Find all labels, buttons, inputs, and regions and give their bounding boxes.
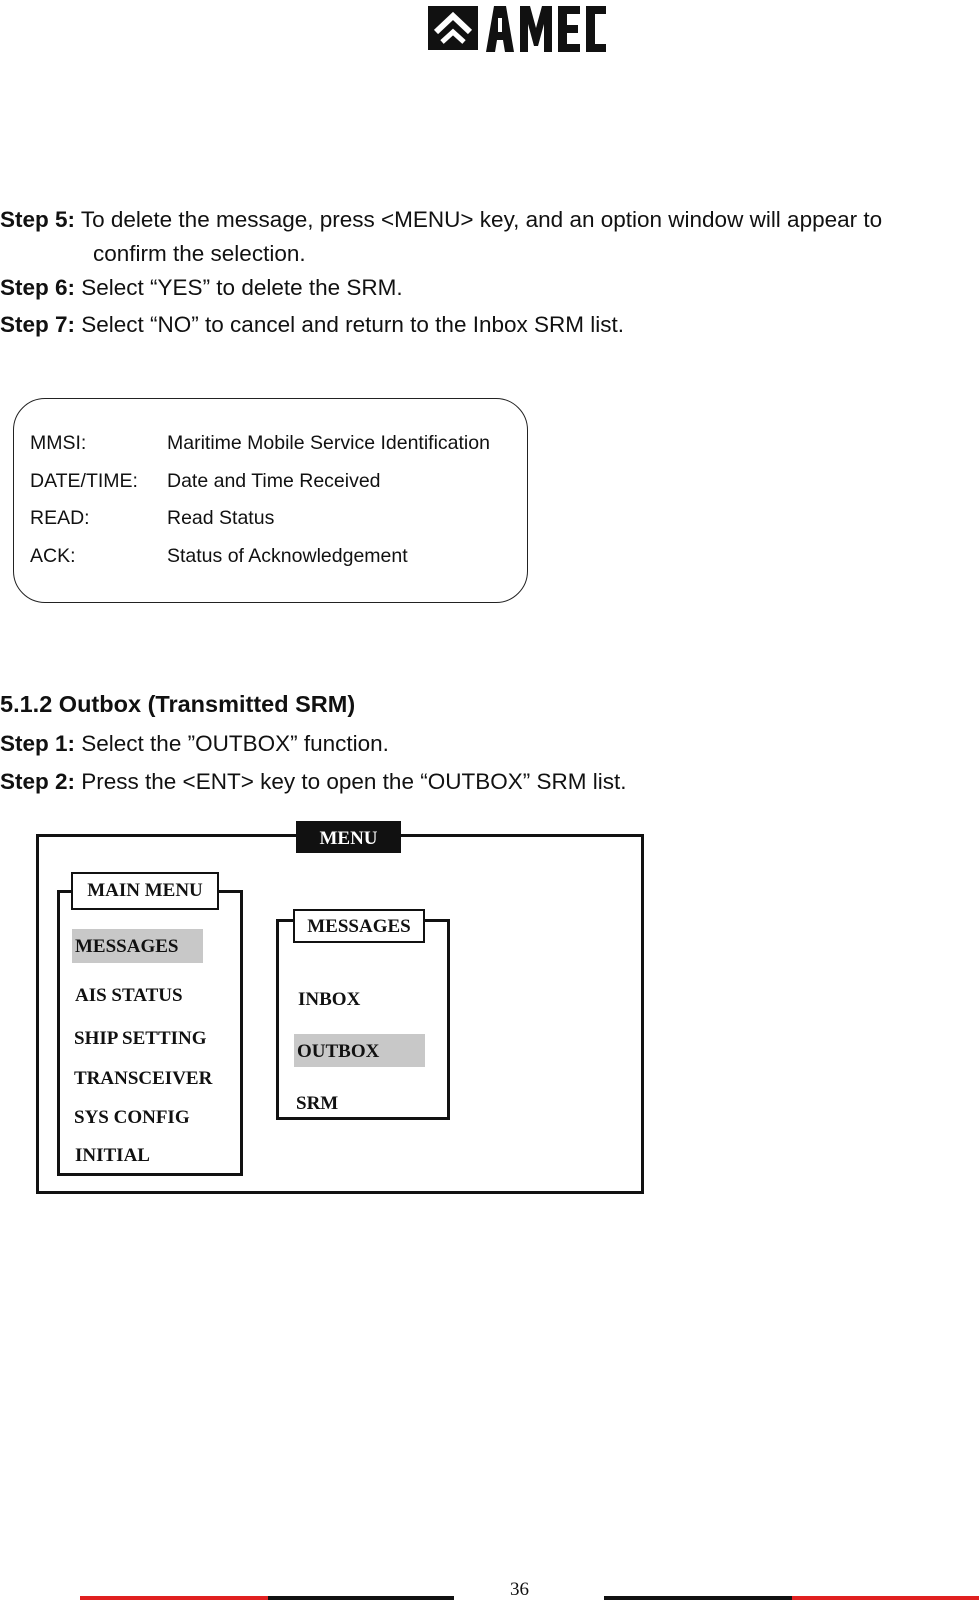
- amec-logo-icon: [428, 2, 618, 54]
- main-menu-item-sys-config: SYS CONFIG: [74, 1107, 190, 1128]
- main-menu-item-messages: MESSAGES: [72, 929, 203, 963]
- main-menu-item-ship-setting: SHIP SETTING: [74, 1028, 207, 1049]
- submenu-item-outbox: OUTBOX: [294, 1034, 425, 1067]
- step-5: [0, 206, 882, 234]
- section-heading: 5.1.2 Outbox (Transmitted SRM): [0, 691, 356, 717]
- submenu-item-inbox: INBOX: [298, 989, 361, 1010]
- definition-box: [13, 398, 528, 603]
- messages-submenu-title: MESSAGES: [293, 909, 425, 943]
- definition-term: MMSI:: [30, 432, 87, 454]
- step-text: To delete the message, press <MENU> key, and an option window will appear to: [75, 207, 883, 232]
- step-label: Step 5:: [0, 207, 76, 232]
- step-2: [0, 768, 626, 796]
- menu-tab: MENU: [296, 821, 401, 853]
- definition-term: READ:: [30, 507, 90, 529]
- footer-rule-red-left: [80, 1596, 268, 1600]
- step-6: [0, 274, 403, 302]
- definition-term: ACK:: [30, 545, 76, 567]
- step-7: [0, 311, 624, 339]
- step-1: [0, 730, 389, 758]
- step-label: Step 1:: [0, 731, 76, 756]
- definition-desc: Maritime Mobile Service Identification: [167, 432, 490, 454]
- main-menu-item-initial: INITIAL: [75, 1145, 150, 1166]
- definition-term: DATE/TIME:: [30, 470, 138, 492]
- main-menu-item-transceiver: TRANSCEIVER: [74, 1068, 213, 1089]
- main-menu-title: MAIN MENU: [71, 872, 219, 910]
- footer-rule-black-right: [604, 1596, 792, 1600]
- step-label: Step 2:: [0, 769, 76, 794]
- definition-desc: Date and Time Received: [167, 470, 381, 492]
- definition-desc: Status of Acknowledgement: [167, 545, 408, 567]
- submenu-item-srm: SRM: [296, 1093, 339, 1114]
- step-label: Step 6:: [0, 275, 76, 300]
- step-5-continuation: confirm the selection.: [93, 241, 306, 266]
- footer-rule-red-right: [792, 1596, 979, 1600]
- step-text: Select the ”OUTBOX” function.: [75, 731, 389, 756]
- step-text: Select “YES” to delete the SRM.: [75, 275, 403, 300]
- page-number: 36: [510, 1579, 529, 1600]
- definition-desc: Read Status: [167, 507, 275, 529]
- step-text: Select “NO” to cancel and return to the Inbox SRM list.: [75, 312, 625, 337]
- step-label: Step 7:: [0, 312, 76, 337]
- footer-rule-black-left: [268, 1596, 454, 1600]
- step-text: Press the <ENT> key to open the “OUTBOX” SRM list.: [75, 769, 627, 794]
- main-menu-item-ais-status: AIS STATUS: [75, 985, 183, 1006]
- messages-submenu-panel: [276, 919, 450, 1120]
